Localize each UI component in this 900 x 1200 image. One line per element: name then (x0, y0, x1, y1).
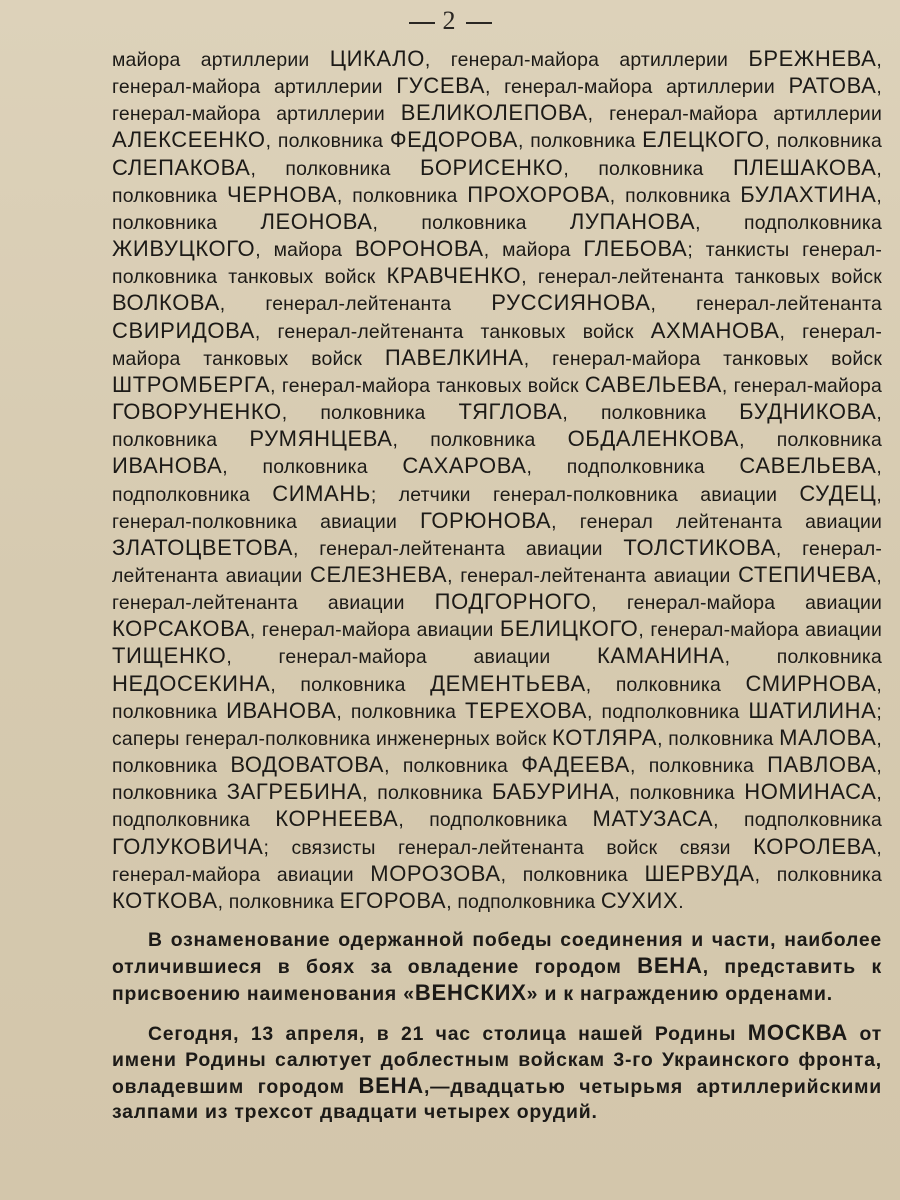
person-name: БЕЛИЦКОГО (499, 616, 639, 642)
text-run: , полковника (112, 402, 882, 452)
paragraph-gap (112, 1007, 882, 1020)
person-name: СТЕПИЧЕВА (738, 561, 877, 587)
text-run: , полковника (112, 727, 882, 778)
text-run: ; связисты генерал-лейтенанта войск связи (263, 836, 754, 859)
person-name: ЕЛЕЦКОГО (642, 127, 765, 153)
text-run: ; танкисты генерал-полковника танковых войск (112, 239, 883, 289)
text-run: , полковника (392, 429, 568, 452)
text-run: , полковника (222, 456, 403, 479)
text-run: , представить к присвоению наименования « (112, 956, 882, 1006)
text-run: , подполковника (713, 809, 882, 832)
text-run: , генерал-лейтенанта (650, 293, 882, 316)
text-run: , полковника (517, 130, 643, 153)
text-run: , полковника (500, 863, 645, 886)
text-run: , полковника (250, 157, 421, 180)
person-name: ЗЛАТОЦВЕТОВА (112, 534, 293, 560)
text-run: , генерал-лейтенанта авиации (112, 564, 883, 615)
text-run: , генерал-майора авиации (112, 836, 882, 886)
text-run: , полковника (270, 673, 431, 696)
person-name: ЛЕОНОВА (260, 208, 373, 234)
person-name: ВОРОНОВА (354, 236, 484, 262)
text-run: , полковника (281, 402, 459, 425)
text-run: , генерал-лейтенанта авиации (447, 564, 739, 587)
person-name: ТОЛСТИКОВА (623, 534, 776, 560)
text-run: , полковника (372, 211, 570, 234)
person-name: КОТЛЯРА (552, 724, 658, 750)
person-name: БРЕЖНЕВА (748, 46, 877, 71)
person-name: ГУСЕВА (396, 73, 485, 99)
person-name: СИМАНЬ (272, 480, 371, 506)
person-name: МОРОЗОВА (370, 860, 501, 886)
text-run: , генерал-майора артиллерии (112, 49, 882, 99)
person-name: ВЕНА (358, 1072, 424, 1098)
person-name: АЛЕКСЕЕНКО (112, 127, 266, 153)
text-run: , полковника (336, 184, 468, 207)
text-run: , генерал-майора авиации (591, 592, 883, 615)
person-name: АХМАНОВА (650, 317, 780, 343)
text-run: , генерал-лейтенанта танковых войск (254, 320, 651, 343)
person-name: ЗАГРЕБИНА (226, 779, 363, 805)
person-name: САВЕЛЬЕВА (584, 371, 722, 397)
text-run: , полковника (112, 157, 882, 207)
person-name: ПАВЕЛКИНА (384, 344, 524, 370)
person-name: ФЕДОРОВА (389, 127, 518, 153)
text-run: , полковника (657, 727, 780, 750)
text-run: , майора (255, 239, 355, 262)
text-run: , полковника (217, 890, 340, 913)
text-run: , генерал-лейтенанта танковых войск (521, 266, 882, 289)
text-run: . (678, 890, 684, 913)
person-name: ВОЛКОВА (112, 290, 220, 316)
person-name: ФАДЕЕВА (521, 752, 630, 778)
person-name: БАБУРИНА (492, 779, 615, 805)
person-name: ЦИКАЛО (329, 46, 425, 71)
paragraph-awardees (112, 46, 882, 915)
text-run: , полковника (336, 700, 466, 723)
person-name: ВЕНСКИХ (414, 980, 527, 1006)
person-name: ШАТИЛИНА (748, 697, 877, 723)
person-name: СЕЛЕЗНЕВА (310, 561, 448, 587)
text-run: , полковника (265, 130, 390, 153)
person-name: СВИРИДОВА (112, 317, 255, 343)
person-name: САВЕЛЬЕВА (739, 453, 877, 479)
text-run: , полковника (112, 184, 882, 234)
text-run: , генерал-майора артиллерии (424, 49, 749, 71)
text-run: , полковника (585, 673, 746, 696)
person-name: САХАРОВА (402, 453, 527, 479)
person-name: ПАВЛОВА (767, 752, 877, 778)
person-name: БОРИСЕНКО (420, 154, 564, 180)
text-run: , полковника (614, 782, 745, 805)
person-name: ИВАНОВА (112, 453, 223, 479)
person-name: РАТОВА (788, 73, 877, 99)
person-name: ТЕРЕХОВА (465, 697, 587, 723)
text-run: , генерал-лейтенанта авиации (112, 537, 882, 587)
text-run: , полковника (384, 755, 522, 778)
text-run: , подполковника (446, 890, 601, 913)
person-name: ВЕЛИКОЛЕПОВА (400, 100, 588, 126)
person-name: КОРНЕЕВА (275, 806, 399, 832)
person-name: РУССИЯНОВА (491, 290, 651, 316)
text-run: , генерал-майора танковых войск (270, 374, 585, 397)
page-number (0, 6, 900, 36)
text-run: , полковника (724, 646, 882, 669)
text-run: , подполковника (695, 211, 882, 234)
person-name: ЧЕРНОВА (227, 181, 337, 207)
person-name: БУЛАХТИНА (740, 181, 877, 207)
person-name: БУДНИКОВА (739, 399, 877, 425)
text-run: ; летчики генерал-полковника авиации (370, 483, 800, 506)
text-run: , генерал-майора артиллерии (484, 76, 789, 99)
text-run: , подполковника (112, 782, 882, 832)
person-name: ШЕРВУДА (644, 860, 755, 886)
text-run: , генерал-майора авиации (249, 619, 500, 642)
person-name: ВЕНА (637, 953, 703, 979)
text-run: , подполковника (112, 456, 882, 506)
person-name: ВОДОВАТОВА (230, 752, 385, 778)
text-run: , генерал-майора артиллерии (112, 76, 882, 126)
text-run: от имени Родины салютует доблестным войскам 3-го Украинского фронта, овладевшим городом (112, 1023, 882, 1098)
text-run: , подполковника (526, 456, 740, 479)
person-name: НЕДОСЕКИНА (112, 670, 271, 696)
text-run: , полковника (609, 184, 741, 207)
text-run: , майора (483, 239, 584, 262)
person-name: ТЯГЛОВА (458, 399, 563, 425)
text-run: , генерал-лейтенанта авиации (293, 537, 624, 560)
person-name: ИВАНОВА (226, 697, 337, 723)
text-run: , генерал-майора артиллерии (587, 103, 882, 126)
person-name: КАМАНИНА (597, 643, 725, 669)
person-name: ЕГОРОВА (339, 887, 447, 913)
text-run: , полковника (362, 782, 493, 805)
person-name: МОСКВА (747, 1020, 849, 1046)
paragraph-gap (112, 915, 882, 928)
paragraph-honours (112, 928, 882, 1007)
text-run: , генерал-майора (721, 374, 882, 397)
text-run: , полковника (112, 755, 882, 805)
text-run: , подполковника (586, 700, 749, 723)
body-text (112, 46, 882, 1125)
person-name: ТИЩЕНКО (112, 643, 227, 669)
text-run: ,—двадцатью четырьмя артиллерийскими залпами из трехсот двадцати четырех орудий. (112, 1075, 882, 1123)
person-name: ГОЛУКОВИЧА (112, 833, 264, 859)
text-run: майора артиллерии (112, 49, 330, 71)
person-name: ГОВОРУНЕНКО (112, 399, 282, 425)
person-name: СМИРНОВА (745, 670, 877, 696)
person-name: СЛЕПАКОВА (112, 154, 251, 180)
person-name: МАЛОВА (779, 724, 877, 750)
text-run: , генерал-майора авиации (226, 646, 598, 669)
text-run: ; саперы генерал-полковника инженерных войск (112, 700, 882, 750)
text-run: , полковника (739, 429, 882, 452)
person-name: СУХИХ (600, 887, 679, 913)
text-run: , полковника (754, 863, 882, 886)
text-run: » и к награждению орденами. (526, 983, 833, 1006)
text-run: , полковника (629, 755, 768, 778)
text-run: Сегодня, 13 апреля, в 21 час столица нашей Родины (148, 1023, 748, 1046)
person-name: КРАВЧЕНКО (386, 263, 522, 289)
person-name: ГОРЮНОВА (420, 507, 552, 533)
text-run: , генерал лейтенанта авиации (551, 510, 883, 533)
person-name: ГЛЕБОВА (583, 236, 688, 262)
page-number-value: 2 (442, 6, 458, 35)
person-name: СУДЕЦ (799, 480, 877, 506)
person-name: ПЛЕШАКОВА (732, 154, 877, 180)
person-name: ШТРОМБЕРГА (112, 371, 271, 397)
text-run: , генерал-лейтенанта (219, 293, 492, 316)
text-run: , генерал-полковника авиации (112, 483, 882, 533)
text-run: , подполковника (398, 809, 593, 832)
person-name: ПОДГОРНОГО (434, 589, 592, 615)
person-name: ДЕМЕНТЬЕВА (430, 670, 586, 696)
person-name: КОТКОВА (112, 887, 218, 913)
person-name: МАТУЗАСА (592, 806, 714, 832)
text-run: , полковника (562, 402, 740, 425)
text-run: , генерал-майора танковых войск (523, 347, 882, 370)
person-name: КОРОЛЕВА (753, 833, 877, 859)
person-name: ОБДАЛЕНКОВА (567, 426, 740, 452)
person-name: ЖИВУЦКОГО (112, 236, 256, 262)
text-run: , полковника (563, 157, 733, 180)
text-run: , генерал-майора авиации (638, 619, 882, 642)
person-name: РУМЯНЦЕВА (249, 426, 393, 452)
person-name: КОРСАКОВА (112, 616, 250, 642)
person-name: ЛУПАНОВА (569, 208, 696, 234)
text-run: , полковника (764, 130, 882, 153)
person-name: НОМИНАСА (744, 779, 877, 805)
page-number-dash-right (466, 22, 492, 24)
paragraph-salute (112, 1020, 882, 1125)
person-name: ПРОХОРОВА (467, 181, 610, 207)
text-run: , полковника (112, 673, 882, 723)
text-run: , генерал-майора танковых войск (112, 320, 882, 370)
page-number-dash-left (409, 22, 435, 24)
text-run: В ознаменование одержанной победы соединения и части, наиболее отличившиеся в боях за овладение городом (112, 929, 882, 979)
